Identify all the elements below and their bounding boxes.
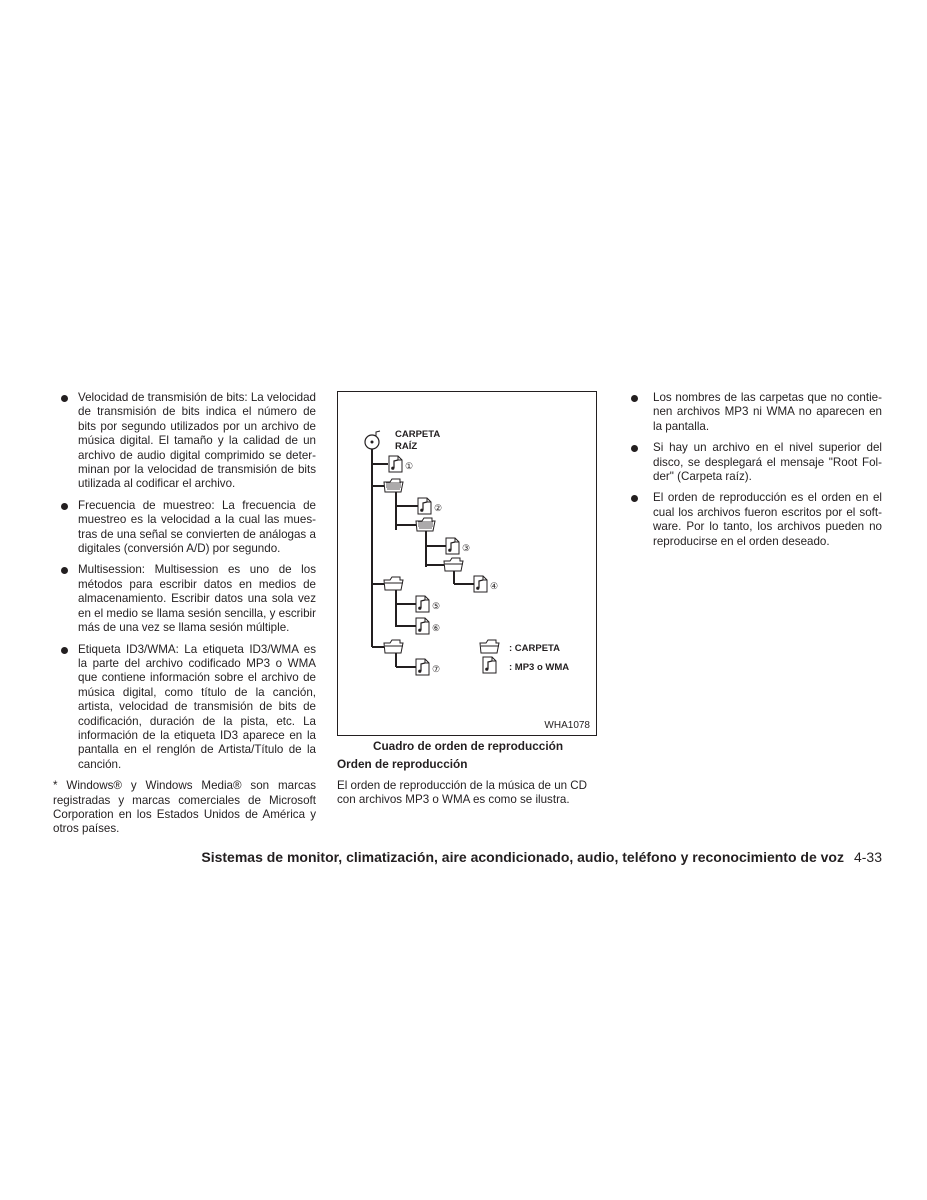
section-body: El orden de reproducción de la música de un CD con archivos MP3 o WMA es como se ilustra. (337, 779, 588, 807)
list-item-text: Etiqueta ID3/WMA: La etiqueta ID3/WMA es la parte del archivo codificado MP3 o WMA que contiene información sobre el archivo de música digital, como título de la canción, artista, velocidad de transmisión de bits de codificación, duración de la pista, etc. La información de la etiqueta ID3 aparece en la pantalla en el renglón de Artista/Título de la canción. (78, 642, 316, 771)
section-heading: Orden de reproducción (337, 757, 468, 771)
left-column (53, 391, 316, 837)
legend-file-label: : MP3 o WMA (509, 662, 570, 673)
bullet-icon (61, 395, 68, 402)
playback-order-figure (337, 391, 597, 736)
bullet-icon (61, 567, 68, 574)
folder-icon (384, 577, 403, 590)
disc-root-icon (365, 431, 380, 449)
bullet-icon (61, 647, 68, 654)
folder-tree-diagram (338, 392, 596, 735)
legend-folder-label: : CARPETA (509, 643, 561, 654)
bullet-icon (61, 503, 68, 510)
definition-list (53, 391, 316, 772)
track-number-4: ④ (490, 581, 499, 591)
track-number-1: ① (405, 461, 414, 471)
track-number-5: ⑤ (432, 601, 441, 611)
figure-code: WHA1078 (544, 720, 590, 731)
root-folder-label-line2: RAÍZ (395, 441, 418, 452)
middle-column (337, 391, 599, 808)
list-item (53, 563, 316, 635)
bullet-icon (631, 495, 638, 502)
list-item-text: Frecuencia de muestreo: La frecuencia de muestreo es la velocidad a la cual las muestras de una señal se convierten de análogas a digitales (conversión A/D) por segundo. (78, 498, 316, 556)
list-item (628, 441, 882, 484)
legend-folder-icon (480, 640, 499, 653)
list-item-text: Multisession: Multisession es uno de los métodos para escribir datos en medios de almacenamiento. Escribir datos una sola vez en el medio se llama sesión sencilla, y escribir más de una vez se llama sesión múltiple. (78, 563, 316, 635)
right-column (628, 391, 882, 556)
list-item-text: Si hay un archivo en el nivel superior del disco, se desplegará el mensaje "Root Folder" (Carpeta raíz). (653, 441, 882, 484)
trademark-footnote: * Windows® y Windows Media® son marcas registradas y marcas comerciales de Microsoft Corporation en los Estados Unidos de América y otros países. (53, 779, 316, 836)
list-item (53, 391, 316, 492)
bullet-icon (631, 395, 638, 402)
list-item (53, 643, 316, 773)
list-item-text: Los nombres de las carpetas que no contienen archivos MP3 ni WMA no aparecen en la pantalla. (653, 391, 882, 433)
track-number-6: ⑥ (432, 623, 441, 633)
page-number: 4-33 (853, 849, 882, 865)
root-folder-label-line1: CARPETA (395, 429, 441, 440)
music-file-icon (389, 456, 402, 472)
bullet-icon (631, 445, 638, 452)
music-file-icon (416, 618, 429, 634)
music-file-icon (416, 596, 429, 612)
page-footer (201, 849, 882, 866)
notes-list (628, 391, 882, 549)
list-item-text: Velocidad de transmisión de bits: La velocidad de transmisión de bits indica el número de bits por segundo utilizados por un archivo de música digital. El tamaño y la calidad de un archivo de audio digital comprimido se determinan por la velocidad de transmisión de bits utilizada al codificar el archivo. (78, 391, 316, 491)
music-file-icon (446, 538, 459, 554)
track-number-3: ③ (462, 543, 471, 553)
music-file-icon (474, 576, 487, 592)
list-item (628, 491, 882, 549)
folder-icon (444, 558, 463, 571)
figure-caption: Cuadro de orden de reproducción (372, 739, 564, 753)
track-number-7: ⑦ (432, 664, 441, 674)
folder-icon (384, 479, 403, 492)
list-item-text: El orden de reproducción es el orden en el cual los archivos fueron escritos por el software. Por lo tanto, los archivos pueden no reproducirse en el orden deseado. (653, 491, 882, 548)
track-number-2: ② (434, 503, 443, 513)
legend-file-icon (483, 657, 496, 673)
list-item (53, 499, 316, 557)
folder-icon (384, 640, 403, 653)
chapter-title: Sistemas de monitor, climatización, aire acondicionado, audio, teléfono y reconocimiento de voz (201, 849, 844, 865)
music-file-icon (416, 659, 429, 675)
folder-icon (416, 518, 435, 531)
list-item (628, 391, 882, 434)
music-file-icon (418, 498, 431, 514)
